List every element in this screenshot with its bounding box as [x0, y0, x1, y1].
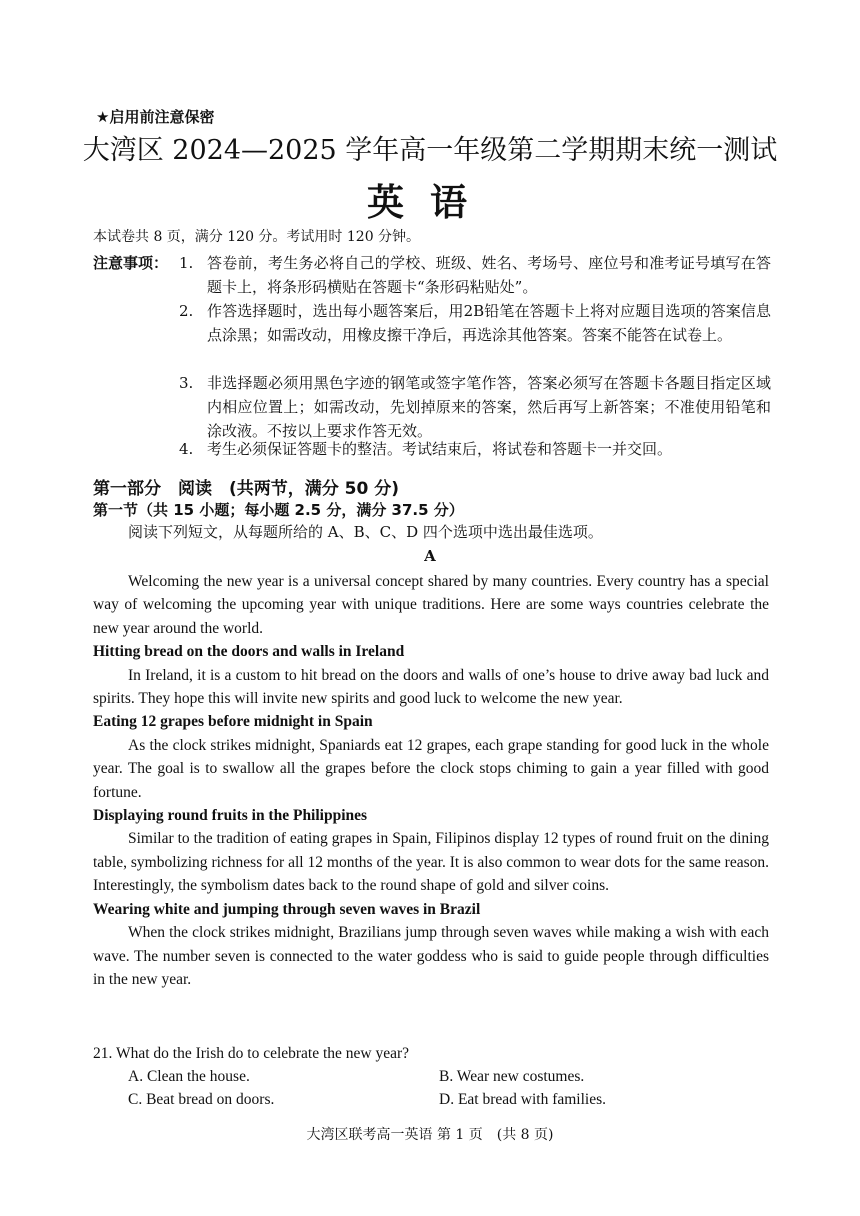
notice-item-text: 作答选择题时，选出每小题答案后，用2B铅笔在答题卡上将对应题目选项的答案信息点涂黑；如需改动，用橡皮擦干净后，再选涂其他答案。答案不能答在试卷上。: [207, 302, 771, 344]
passage-paragraph: In Ireland, it is a custom to hit bread on the doors and walls of one’s house to drive away bad luck and spirits. They hope this will invite new spirits and good luck to welcome the new year.: [93, 666, 769, 708]
part-heading: 第一部分 阅读 (共两节，满分 50 分): [93, 479, 400, 499]
notice-heading: 注意事项：: [93, 254, 169, 272]
option-d: D. Eat bread with families.: [439, 1091, 607, 1109]
subject-title: 英语: [367, 180, 493, 224]
passage-subheading: Displaying round fruits in the Philippines: [93, 807, 368, 825]
passage-paragraph: When the clock strikes midnight, Brazilians jump through seven waves while making a wish with each wave. The number seven is connected to the water goddess who is said to guide people through difficulties in the new year.: [93, 924, 769, 988]
option-c: C. Beat bread on doors.: [128, 1091, 275, 1109]
notice-item-number: 4.: [179, 440, 194, 458]
passage-intro: Welcoming the new year is a universal concept shared by many countries. Every country has a special way of welcoming the upcoming year with unique traditions. Here are some ways countries celebrate the new year around the world.: [93, 573, 769, 637]
passage-body: [93, 570, 769, 991]
notice-item-number: 3.: [179, 374, 194, 392]
notice-item-number: 1.: [179, 254, 194, 272]
option-b: B. Wear new costumes.: [439, 1068, 585, 1086]
passage-letter: A: [424, 547, 436, 565]
confidential-label: ★启用前注意保密: [96, 108, 215, 126]
exam-info: 本试卷共 8 页，满分 120 分。考试用时 120 分钟。: [93, 229, 421, 245]
notice-item: [179, 437, 771, 461]
notice-item: [179, 299, 771, 347]
notice-item-text: 答卷前，考生务必将自己的学校、班级、姓名、考场号、座位号和准考证号填写在答题卡上，将条形码横贴在答题卡“条形码粘贴处”。: [207, 254, 771, 296]
notice-item: [179, 251, 771, 299]
question-21: [93, 1042, 769, 1112]
passage-subheading: Wearing white and jumping through seven waves in Brazil: [93, 900, 481, 918]
section-heading: 第一节（共 15 小题；每小题 2.5 分，满分 37.5 分）: [93, 501, 464, 519]
notice-item-text: 非选择题必须用黑色字迹的钢笔或签字笔作答，答案必须写在答题卡各题目指定区域内相应位置上；如需改动，先划掉原来的答案，然后再写上新答案；不准使用铅笔和涂改液。不按以上要求作答无效。: [207, 374, 771, 440]
question-stem: 21. What do the Irish do to celebrate the new year?: [93, 1045, 410, 1062]
question-options: [93, 1065, 769, 1112]
exam-title: 大湾区 2024—2025 学年高一年级第二学期期末统一测试: [82, 135, 778, 166]
passage-paragraph: Similar to the tradition of eating grapes in Spain, Filipinos display 12 types of round fruit on the dining table, symbolizing richness for all 12 months of the year. It is also common to wear dots for the same reason. Interestingly, the symbolism dates back to the round shape of gold and silver coins.: [93, 830, 769, 895]
option-a: A. Clean the house.: [128, 1068, 250, 1086]
notice-item-number: 2.: [179, 302, 194, 320]
section-instruction: 阅读下列短文，从每题所给的 A、B、C、D 四个选项中选出最佳选项。: [128, 523, 603, 541]
notice-item-text: 考生必须保证答题卡的整洁。考试结束后，将试卷和答题卡一并交回。: [207, 440, 673, 458]
passage-subheading: Eating 12 grapes before midnight in Spain: [93, 713, 373, 731]
notice-item: [179, 371, 771, 443]
passage-paragraph: As the clock strikes midnight, Spaniards eat 12 grapes, each grape standing for good luck in the whole year. The goal is to swallow all the grapes before the clock stops chiming to gain a year filled with good fortune.: [93, 736, 769, 801]
passage-subheading: Hitting bread on the doors and walls in Ireland: [93, 643, 405, 661]
page-footer: 大湾区联考高一英语 第 1 页 (共 8 页): [306, 1127, 554, 1143]
